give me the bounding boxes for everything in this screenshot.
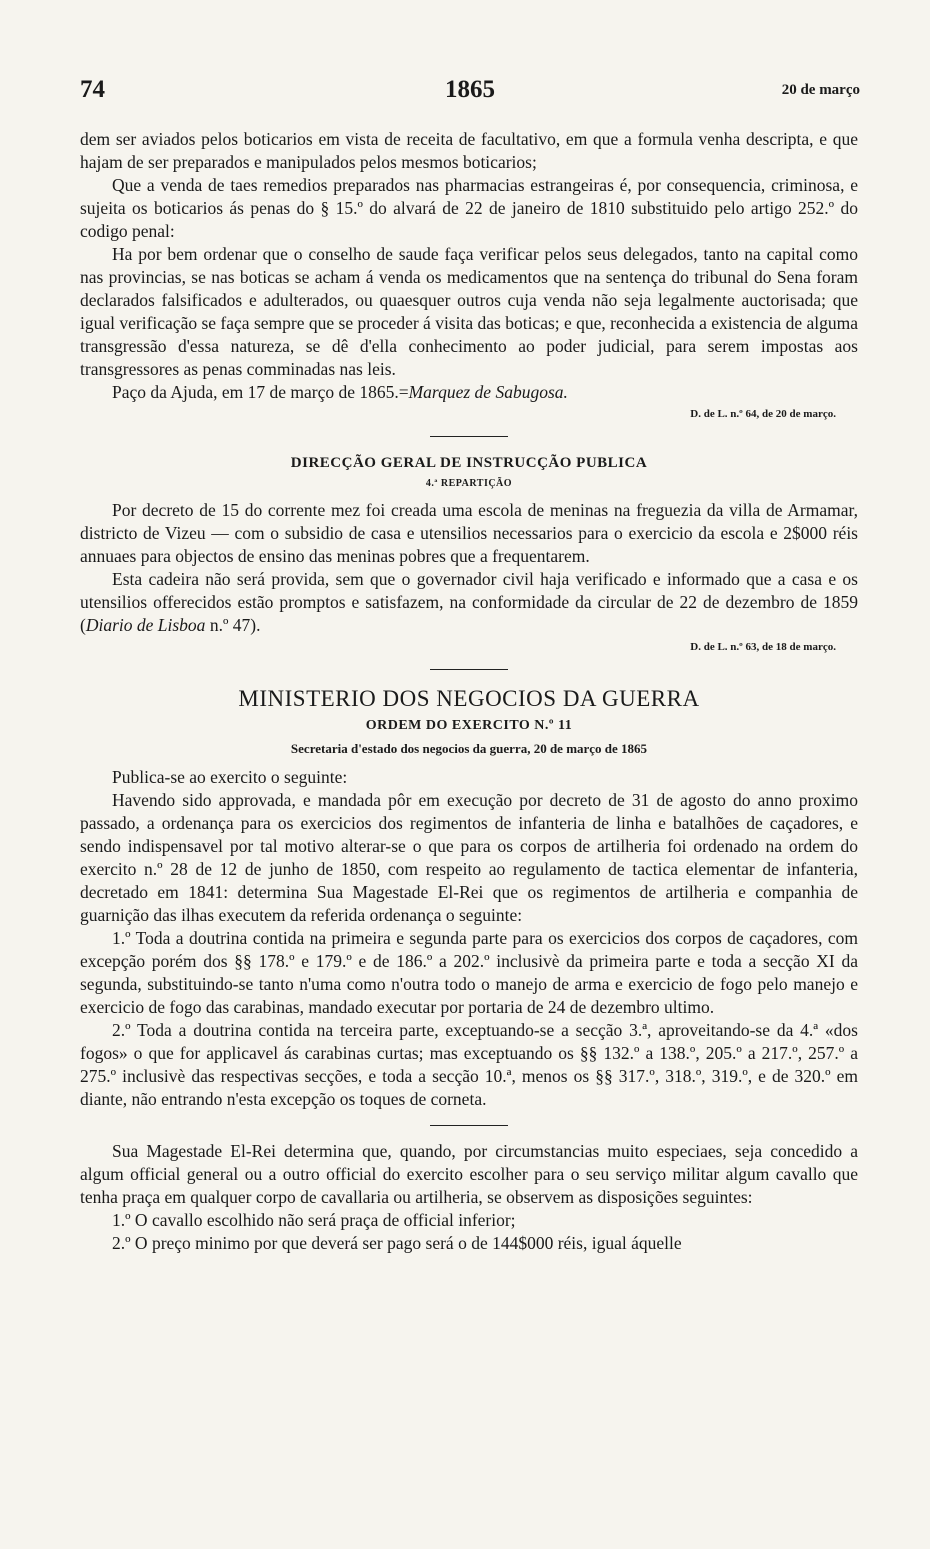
source-citation: D. de L. n.º 63, de 18 de março. — [690, 641, 836, 653]
paragraph: Por decreto de 15 do corrente mez foi creada uma escola de meninas na freguezia da villa de Armamar, districto de Vizeu — com o subsidio de casa e utensilios necessarios para o exercicio da escola e 2$000 réis annuaes para objectos de ensino das meninas pobres que a frequentarem. — [80, 500, 858, 566]
secretaria-line: Secretaria d'estado dos negocios da guerra, 20 de março de 1865 — [290, 741, 648, 756]
order-title: ORDEM DO EXERCITO N.º 11 — [365, 718, 573, 733]
divider — [430, 1125, 508, 1126]
section-decree-boticas — [80, 128, 858, 422]
paragraph: Sua Magestade El-Rei determina que, quando, por circumstancias muito especiaes, seja concedido a algum official general ou a outro official do exercito escolher para o seu serviço militar algum cavallo que tenha praça em qualquer corpo de cavallaria ou artilheria, se observem as disposições seguintes: — [80, 1141, 858, 1207]
section-instruccao-publica — [80, 451, 858, 655]
reference-title: Diario de Lisboa — [85, 615, 206, 635]
signoff — [80, 381, 858, 404]
page-header — [80, 76, 860, 110]
paragraph: Publica-se ao exercito o seguinte: — [112, 767, 348, 787]
divider — [430, 436, 508, 437]
paragraph: 1.º O cavallo escolhido não será praça de official inferior; — [112, 1210, 516, 1230]
section-title: DIRECÇÃO GERAL DE INSTRUCÇÃO PUBLICA — [290, 455, 648, 471]
page-year: 1865 — [445, 76, 495, 103]
paragraph: 1.º Toda a doutrina contida na primeira e segunda parte para os exercicios dos corpos de caçadores, com excepção porém dos §§ 178.º e 179.º e de 186.º a 202.º inclusivè da primeira parte e toda a secção XI da segunda, substituindo-se tanto n'uma como n'outra todo o manejo de arma e exercicio de fogo pelo manejo e exercicio de fogo das carabinas, mandado executar por portaria de 24 de dezembro ultimo. — [80, 928, 858, 1017]
paragraph: 2.º Toda a doutrina contida na terceira parte, exceptuando-se a secção 3.ª, aproveitando-se da 4.ª «dos fogos» o que for applicavel ás carabinas curtas; mas exceptuando os §§ 132.º a 138.º, 205.º a 217.º, 257.º a 275.º inclusivè das respectivas secções, e toda a secção 10.ª, menos os §§ 317.º, 318.º, 319.º, e de 320.º em diante, não entrando n'esta excepção os toques de corneta. — [80, 1020, 858, 1109]
divider — [430, 669, 508, 670]
signoff-place: Paço da Ajuda, em 17 de março de 1865.= — [112, 382, 409, 402]
paragraph: Ha por bem ordenar que o conselho de saude faça verificar pelos seus delegados, tanto na capital como nas provincias, se nas boticas se acham á venda os medicamentos que na sentença do tribunal do Sena foram declarados falsificados e adulterados, ou quaesquer outros cuja venda não seja legalmente auctorisada; que igual verificação se faça sempre que se proceder á visita das boticas; e que, reconhecida a existencia de alguma transgressão d'essa natureza, se dê d'ella conhecimento ao poder judicial, para serem impostas aos transgressores as penas comminadas nas leis. — [80, 244, 858, 379]
section-title: MINISTERIO DOS NEGOCIOS DA GUERRA — [238, 686, 700, 711]
page-body — [80, 128, 858, 1255]
section-cavallos — [80, 1140, 858, 1255]
paragraph: dem ser aviados pelos boticarios em vista de receita de facultativo, em que a formula venha descripta, e que hajam de ser preparados e manipulados pelos mesmos boticarios; — [80, 129, 858, 172]
paragraph: Que a venda de taes remedios preparados nas pharmacias estrangeiras é, por consequencia, criminosa, e sujeita os boticarios ás penas do § 15.º do alvará de 22 de janeiro de 1810 substituido pelo artigo 252.º do codigo penal: — [80, 175, 858, 241]
source-citation: D. de L. n.º 64, de 20 de março. — [690, 408, 836, 420]
paragraph — [80, 568, 858, 637]
paragraph-text: n.º 47). — [205, 615, 261, 635]
paragraph: Havendo sido approvada, e mandada pôr em execução por decreto de 31 de agosto do anno proximo passado, a ordenança para os exercicios dos regimentos de infanteria de linha e batalhões de caçadores, e sendo indispensavel por tal motivo alterar-se o que para os corpos de artilheria foi ordenado na ordem do exercito n.º 28 de 12 de junho de 1850, com respeito ao regulamento de tactica elementar de infanteria, decretado em 1841: determina Sua Magestade El-Rei que os regimentos de artilheria e companhia de guarnição das ilhas executem da referida ordenança o seguinte: — [80, 790, 858, 925]
paragraph-text: Esta cadeira não será provida, sem que o governador civil haja verificado e informado que a casa e os utensilios offerecidos estão promptos e satisfazem, na conformidade da circular de 22 de dezembro de 1859 ( — [80, 569, 858, 635]
signoff-name: Marquez de Sabugosa. — [408, 382, 568, 402]
page-number: 74 — [80, 76, 105, 103]
section-subtitle: 4.ª REPARTIÇÃO — [425, 478, 513, 489]
section-ministerio-guerra — [80, 684, 858, 1111]
paragraph: 2.º O preço minimo por que deverá ser pago será o de 144$000 réis, igual áquelle — [112, 1233, 682, 1253]
page-date: 20 de março — [781, 82, 860, 98]
